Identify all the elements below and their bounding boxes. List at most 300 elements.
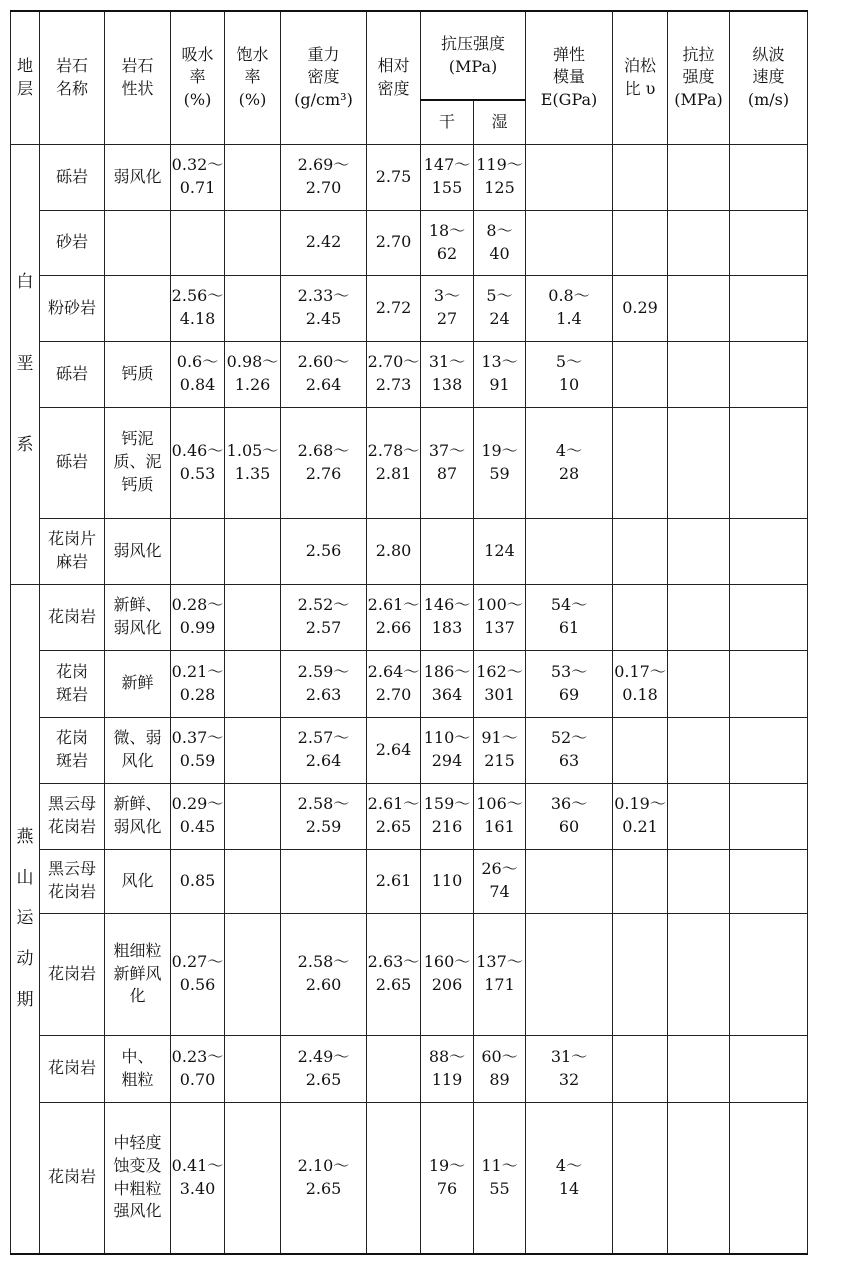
cell-saturated-absorption [225, 650, 281, 717]
cell-tensile-strength [668, 717, 730, 783]
cell-elastic-modulus [526, 210, 613, 275]
cell-rock-property-value: 风化 [121, 870, 154, 890]
cell-rock-name-value: 花岗岩 [47, 1167, 96, 1187]
cell-elastic-modulus-value: 5～ 10 [555, 352, 583, 394]
header-gravity-density: 重力 密度 (g/cm³) [281, 11, 367, 144]
cell-compressive-dry-value: 110 [431, 870, 463, 890]
cell-gravity-density [281, 717, 367, 783]
cell-p-wave-velocity [730, 1035, 808, 1102]
cell-saturated-absorption [225, 1102, 281, 1254]
cell-rock-name [40, 783, 105, 849]
cell-gravity-density [281, 407, 367, 518]
cell-rock-property-value: 弱风化 [113, 540, 162, 560]
cell-poisson-ratio [613, 407, 668, 518]
cell-saturated-absorption [225, 849, 281, 913]
cell-p-wave-velocity [730, 584, 808, 650]
cell-compressive-wet [474, 849, 526, 913]
cell-gravity-density-value: 2.42 [305, 232, 342, 252]
cell-poisson-ratio [613, 849, 668, 913]
cell-rock-name-value: 砂岩 [55, 232, 88, 252]
cell-elastic-modulus-value: 54～ 61 [550, 595, 588, 637]
cell-rock-property [105, 275, 171, 341]
cell-compressive-dry [421, 783, 474, 849]
cell-water-absorption [171, 210, 225, 275]
stratum-label: 燕 山 运 动 期 [16, 826, 34, 1010]
cell-gravity-density-value: 2.58～ 2.60 [297, 952, 350, 994]
table-row [11, 650, 808, 717]
cell-gravity-density-value: 2.56 [305, 540, 342, 560]
cell-compressive-dry [421, 584, 474, 650]
cell-relative-density-value: 2.64～ 2.70 [367, 661, 420, 704]
header-poisson-ratio: 泊松 比 υ [613, 11, 668, 144]
header-stratum: 地 层 [11, 11, 40, 144]
cell-compressive-wet [474, 913, 526, 1035]
table-row [11, 1102, 808, 1254]
table-row [11, 144, 808, 210]
cell-relative-density-value: 2.75 [375, 166, 412, 186]
cell-rock-name-value: 花岗岩 [47, 963, 96, 983]
cell-poisson-ratio [613, 913, 668, 1035]
table-row [11, 584, 808, 650]
cell-saturated-absorption [225, 717, 281, 783]
cell-rock-name-value: 花岗岩 [47, 606, 96, 626]
cell-water-absorption-value: 0.27～ 0.56 [171, 952, 224, 994]
cell-gravity-density-value: 2.49～ 2.65 [297, 1046, 350, 1089]
cell-rock-property [105, 144, 171, 210]
cell-compressive-dry [421, 275, 474, 341]
cell-gravity-density-value: 2.68～ 2.76 [297, 440, 350, 483]
cell-compressive-dry [421, 913, 474, 1035]
cell-compressive-dry-value: 18～ 62 [428, 220, 466, 263]
cell-water-absorption-value: 0.37～ 0.59 [171, 728, 224, 770]
table-row [11, 717, 808, 783]
cell-saturated-absorption [225, 783, 281, 849]
cell-poisson-ratio-value: 0.29 [622, 297, 658, 317]
cell-compressive-dry-value: 186～ 364 [423, 661, 471, 704]
cell-compressive-dry-value: 37～ 87 [428, 440, 466, 483]
cell-tensile-strength [668, 584, 730, 650]
stratum-label: 白 垩 系 [16, 272, 34, 456]
cell-rock-property [105, 1035, 171, 1102]
cell-relative-density-value: 2.61～ 2.65 [367, 794, 420, 836]
cell-tensile-strength [668, 783, 730, 849]
cell-water-absorption [171, 783, 225, 849]
cell-gravity-density-value: 2.57～ 2.64 [297, 728, 350, 770]
header-compressive-wet: 湿 [474, 100, 526, 144]
cell-elastic-modulus [526, 849, 613, 913]
cell-rock-property-value: 微、弱 风化 [113, 728, 162, 770]
table-row [11, 275, 808, 341]
cell-relative-density-value: 2.70 [375, 232, 412, 252]
rock-properties-table [10, 10, 808, 1255]
cell-elastic-modulus [526, 783, 613, 849]
cell-relative-density [367, 407, 421, 518]
cell-gravity-density-value: 2.58～ 2.59 [297, 794, 350, 836]
cell-compressive-dry-value: 160～ 206 [423, 952, 471, 994]
cell-compressive-wet-value: 26～ 74 [481, 859, 518, 901]
cell-tensile-strength [668, 210, 730, 275]
cell-saturated-absorption [225, 584, 281, 650]
cell-compressive-dry [421, 1035, 474, 1102]
cell-compressive-dry [421, 849, 474, 913]
cell-saturated-absorption [225, 275, 281, 341]
cell-compressive-wet-value: 124 [484, 540, 515, 560]
cell-rock-name [40, 717, 105, 783]
cell-p-wave-velocity [730, 1102, 808, 1254]
cell-compressive-wet-value: 106～ 161 [476, 794, 523, 836]
cell-rock-name-value: 砾岩 [55, 452, 88, 472]
cell-saturated-absorption [225, 210, 281, 275]
cell-water-absorption [171, 913, 225, 1035]
cell-relative-density [367, 717, 421, 783]
cell-rock-name [40, 407, 105, 518]
cell-relative-density [367, 1102, 421, 1254]
cell-saturated-absorption-value: 1.05～ 1.35 [226, 440, 279, 483]
cell-compressive-wet-value: 137～ 171 [476, 952, 523, 994]
cell-rock-property-value: 新鲜、 弱风化 [113, 595, 162, 637]
cell-compressive-dry [421, 717, 474, 783]
cell-elastic-modulus-value: 4～ 28 [555, 440, 583, 483]
cell-gravity-density [281, 1102, 367, 1254]
cell-rock-name-value: 花岗片 麻岩 [47, 529, 96, 571]
cell-compressive-wet [474, 210, 526, 275]
cell-rock-name-value: 砾岩 [55, 166, 88, 186]
cell-gravity-density [281, 341, 367, 407]
cell-poisson-ratio [613, 783, 668, 849]
cell-gravity-density [281, 144, 367, 210]
cell-water-absorption [171, 1035, 225, 1102]
cell-rock-name-value: 黑云母 花岗岩 [47, 794, 96, 836]
cell-water-absorption-value: 0.28～ 0.99 [171, 595, 224, 637]
cell-gravity-density-value: 2.59～ 2.63 [297, 661, 350, 704]
cell-rock-property [105, 650, 171, 717]
cell-rock-property [105, 518, 171, 584]
cell-rock-name [40, 913, 105, 1035]
cell-p-wave-velocity [730, 913, 808, 1035]
cell-tensile-strength [668, 849, 730, 913]
cell-water-absorption-value: 2.56～ 4.18 [171, 286, 224, 328]
cell-rock-property [105, 717, 171, 783]
cell-rock-property [105, 407, 171, 518]
cell-water-absorption [171, 1102, 225, 1254]
cell-rock-name [40, 849, 105, 913]
cell-compressive-dry-value: 146～ 183 [423, 595, 471, 637]
cell-relative-density-value: 2.63～ 2.65 [367, 952, 420, 994]
cell-elastic-modulus-value: 4～ 14 [555, 1156, 583, 1198]
cell-rock-name-value: 花岗 斑岩 [55, 728, 88, 770]
cell-compressive-dry-value: 31～ 138 [428, 352, 466, 394]
cell-relative-density [367, 1035, 421, 1102]
cell-poisson-ratio [613, 584, 668, 650]
cell-rock-name [40, 341, 105, 407]
cell-tensile-strength [668, 407, 730, 518]
cell-poisson-ratio [613, 144, 668, 210]
cell-compressive-dry-value: 110～ 294 [423, 728, 471, 770]
cell-p-wave-velocity [730, 650, 808, 717]
cell-compressive-wet-value: 91～ 215 [481, 728, 518, 770]
cell-relative-density-value: 2.78～ 2.81 [367, 440, 420, 483]
cell-relative-density [367, 341, 421, 407]
cell-compressive-wet-value: 162～ 301 [476, 661, 523, 704]
cell-elastic-modulus [526, 341, 613, 407]
cell-rock-name [40, 650, 105, 717]
cell-rock-property-value: 新鲜、 弱风化 [113, 794, 162, 836]
cell-p-wave-velocity [730, 210, 808, 275]
cell-saturated-absorption [225, 518, 281, 584]
cell-elastic-modulus [526, 913, 613, 1035]
cell-p-wave-velocity [730, 518, 808, 584]
cell-compressive-wet-value: 11～ 55 [481, 1156, 518, 1198]
cell-relative-density-value: 2.61 [375, 870, 412, 890]
cell-rock-property [105, 341, 171, 407]
cell-gravity-density [281, 650, 367, 717]
cell-gravity-density [281, 518, 367, 584]
cell-tensile-strength [668, 518, 730, 584]
cell-p-wave-velocity [730, 275, 808, 341]
stratum-cell [11, 144, 40, 584]
cell-relative-density [367, 144, 421, 210]
cell-compressive-wet-value: 5～ 24 [486, 286, 513, 328]
cell-compressive-wet [474, 783, 526, 849]
cell-elastic-modulus-value: 0.8～ 1.4 [548, 286, 590, 328]
cell-gravity-density-value: 2.10～ 2.65 [297, 1156, 350, 1198]
cell-elastic-modulus [526, 407, 613, 518]
cell-elastic-modulus [526, 1102, 613, 1254]
cell-elastic-modulus [526, 275, 613, 341]
cell-compressive-dry [421, 650, 474, 717]
cell-gravity-density [281, 783, 367, 849]
cell-elastic-modulus-value: 53～ 69 [550, 661, 588, 704]
cell-compressive-wet [474, 407, 526, 518]
cell-compressive-wet-value: 13～ 91 [481, 352, 518, 394]
cell-gravity-density [281, 210, 367, 275]
cell-gravity-density [281, 584, 367, 650]
cell-gravity-density-value: 2.60～ 2.64 [297, 352, 350, 394]
cell-gravity-density [281, 849, 367, 913]
cell-rock-name [40, 210, 105, 275]
cell-p-wave-velocity [730, 717, 808, 783]
cell-compressive-dry [421, 1102, 474, 1254]
cell-compressive-dry-value: 147～ 155 [423, 155, 471, 197]
cell-water-absorption [171, 584, 225, 650]
cell-relative-density [367, 650, 421, 717]
cell-poisson-ratio [613, 275, 668, 341]
cell-relative-density [367, 783, 421, 849]
cell-compressive-wet [474, 1102, 526, 1254]
cell-p-wave-velocity [730, 783, 808, 849]
header-elastic-modulus: 弹性 模量 E(GPa) [526, 11, 613, 144]
cell-relative-density [367, 584, 421, 650]
cell-saturated-absorption [225, 913, 281, 1035]
cell-compressive-wet [474, 144, 526, 210]
cell-compressive-dry-value: 159～ 216 [423, 794, 471, 836]
cell-gravity-density [281, 1035, 367, 1102]
cell-rock-name [40, 275, 105, 341]
cell-tensile-strength [668, 275, 730, 341]
cell-saturated-absorption [225, 407, 281, 518]
cell-poisson-ratio [613, 650, 668, 717]
table-row [11, 518, 808, 584]
cell-poisson-ratio-value: 0.19～ 0.21 [614, 794, 666, 836]
cell-relative-density-value: 2.72 [375, 297, 412, 317]
table-row [11, 210, 808, 275]
header-p-wave-velocity: 纵波 速度 (m/s) [730, 11, 808, 144]
cell-relative-density-value: 2.64 [375, 739, 412, 759]
cell-elastic-modulus-value: 31～ 32 [550, 1046, 588, 1089]
cell-p-wave-velocity [730, 849, 808, 913]
cell-saturated-absorption [225, 144, 281, 210]
cell-water-absorption-value: 0.41～ 3.40 [171, 1156, 224, 1198]
cell-compressive-dry [421, 518, 474, 584]
cell-relative-density-value: 2.80 [375, 540, 412, 560]
cell-rock-property-value: 钙泥 质、泥 钙质 [113, 429, 162, 494]
cell-saturated-absorption [225, 1035, 281, 1102]
cell-tensile-strength [668, 341, 730, 407]
cell-relative-density [367, 210, 421, 275]
cell-rock-name-value: 砾岩 [55, 363, 88, 383]
header-water-absorption: 吸水 率 (%) [171, 11, 225, 144]
cell-rock-name [40, 144, 105, 210]
cell-gravity-density [281, 913, 367, 1035]
cell-rock-name [40, 1102, 105, 1254]
cell-relative-density-value: 2.61～ 2.66 [367, 595, 420, 637]
header-relative-density: 相对 密度 [367, 11, 421, 144]
cell-compressive-wet-value: 19～ 59 [481, 440, 518, 483]
cell-gravity-density-value: 2.69～ 2.70 [297, 155, 350, 197]
cell-compressive-dry-value: 19～ 76 [428, 1156, 466, 1198]
cell-rock-name-value: 黑云母 花岗岩 [47, 859, 96, 901]
cell-compressive-dry-value: 3～ 27 [433, 286, 461, 328]
cell-elastic-modulus [526, 144, 613, 210]
cell-compressive-wet [474, 518, 526, 584]
cell-water-absorption-value: 0.29～ 0.45 [171, 794, 224, 836]
cell-rock-name [40, 584, 105, 650]
stratum-cell [11, 584, 40, 1254]
cell-water-absorption [171, 717, 225, 783]
cell-elastic-modulus [526, 584, 613, 650]
cell-rock-property-value: 中轻度 蚀变及 中粗粒 强风化 [113, 1133, 162, 1221]
cell-tensile-strength [668, 913, 730, 1035]
cell-compressive-wet-value: 119～ 125 [476, 155, 523, 197]
cell-rock-name-value: 粉砂岩 [47, 297, 96, 317]
cell-water-absorption-value: 0.32～ 0.71 [171, 155, 224, 197]
cell-compressive-dry [421, 144, 474, 210]
cell-rock-name-value: 花岗 斑岩 [55, 661, 88, 704]
cell-gravity-density [281, 275, 367, 341]
cell-rock-name [40, 518, 105, 584]
cell-poisson-ratio [613, 210, 668, 275]
cell-rock-property [105, 849, 171, 913]
cell-rock-property-value: 新鲜 [121, 673, 154, 693]
cell-tensile-strength [668, 1035, 730, 1102]
cell-rock-property-value: 中、 粗粒 [121, 1046, 154, 1089]
header-tensile-strength: 抗拉 强度 (MPa) [668, 11, 730, 144]
cell-poisson-ratio [613, 518, 668, 584]
cell-saturated-absorption-value: 0.98～ 1.26 [226, 352, 279, 394]
cell-compressive-wet [474, 650, 526, 717]
cell-relative-density [367, 913, 421, 1035]
cell-water-absorption [171, 518, 225, 584]
cell-water-absorption [171, 650, 225, 717]
cell-water-absorption-value: 0.46～ 0.53 [171, 440, 224, 483]
cell-compressive-wet [474, 341, 526, 407]
cell-compressive-dry [421, 341, 474, 407]
header-saturated-absorption: 饱水 率 (%) [225, 11, 281, 144]
cell-tensile-strength [668, 144, 730, 210]
cell-compressive-dry [421, 407, 474, 518]
cell-compressive-wet [474, 1035, 526, 1102]
cell-elastic-modulus [526, 650, 613, 717]
cell-water-absorption [171, 849, 225, 913]
cell-poisson-ratio-value: 0.17～ 0.18 [614, 661, 666, 704]
cell-compressive-wet-value: 100～ 137 [476, 595, 523, 637]
cell-water-absorption [171, 275, 225, 341]
cell-rock-name-value: 花岗岩 [47, 1058, 96, 1078]
cell-poisson-ratio [613, 1035, 668, 1102]
table-row [11, 913, 808, 1035]
cell-elastic-modulus-value: 52～ 63 [550, 728, 588, 770]
cell-water-absorption-value: 0.23～ 0.70 [171, 1046, 224, 1089]
cell-tensile-strength [668, 650, 730, 717]
cell-saturated-absorption [225, 341, 281, 407]
cell-water-absorption-value: 0.21～ 0.28 [171, 661, 224, 704]
table-row [11, 783, 808, 849]
cell-poisson-ratio [613, 717, 668, 783]
cell-gravity-density-value: 2.33～ 2.45 [297, 286, 350, 328]
cell-gravity-density-value: 2.52～ 2.57 [297, 595, 350, 637]
cell-rock-property-value: 钙质 [121, 363, 154, 383]
cell-rock-name [40, 1035, 105, 1102]
cell-water-absorption-value: 0.6～ 0.84 [176, 352, 219, 394]
table-row [11, 407, 808, 518]
cell-p-wave-velocity [730, 407, 808, 518]
cell-p-wave-velocity [730, 144, 808, 210]
cell-rock-property [105, 584, 171, 650]
cell-water-absorption [171, 407, 225, 518]
cell-elastic-modulus [526, 1035, 613, 1102]
header-rock-name: 岩石 名称 [40, 11, 105, 144]
cell-rock-property-value: 弱风化 [113, 166, 162, 186]
header-compressive-strength: 抗压强度 (MPa) [421, 11, 526, 100]
cell-relative-density [367, 849, 421, 913]
cell-compressive-dry-value: 88～ 119 [428, 1046, 466, 1089]
cell-compressive-dry [421, 210, 474, 275]
cell-rock-property-value: 粗细粒 新鲜风 化 [113, 940, 162, 1006]
cell-compressive-wet-value: 60～ 89 [481, 1046, 518, 1089]
cell-poisson-ratio [613, 341, 668, 407]
table-body [11, 144, 808, 1254]
cell-p-wave-velocity [730, 341, 808, 407]
cell-poisson-ratio [613, 1102, 668, 1254]
cell-compressive-wet [474, 717, 526, 783]
cell-elastic-modulus [526, 518, 613, 584]
cell-compressive-wet [474, 584, 526, 650]
cell-elastic-modulus [526, 717, 613, 783]
cell-rock-property [105, 783, 171, 849]
cell-water-absorption [171, 144, 225, 210]
cell-relative-density-value: 2.70～ 2.73 [367, 352, 420, 394]
header-rock-property: 岩石 性状 [105, 11, 171, 144]
cell-compressive-wet [474, 275, 526, 341]
table-row [11, 849, 808, 913]
cell-elastic-modulus-value: 36～ 60 [550, 794, 588, 836]
cell-tensile-strength [668, 1102, 730, 1254]
cell-water-absorption [171, 341, 225, 407]
cell-compressive-wet-value: 8～ 40 [486, 220, 513, 263]
cell-rock-property [105, 913, 171, 1035]
cell-water-absorption-value: 0.85 [179, 870, 216, 890]
cell-relative-density [367, 275, 421, 341]
